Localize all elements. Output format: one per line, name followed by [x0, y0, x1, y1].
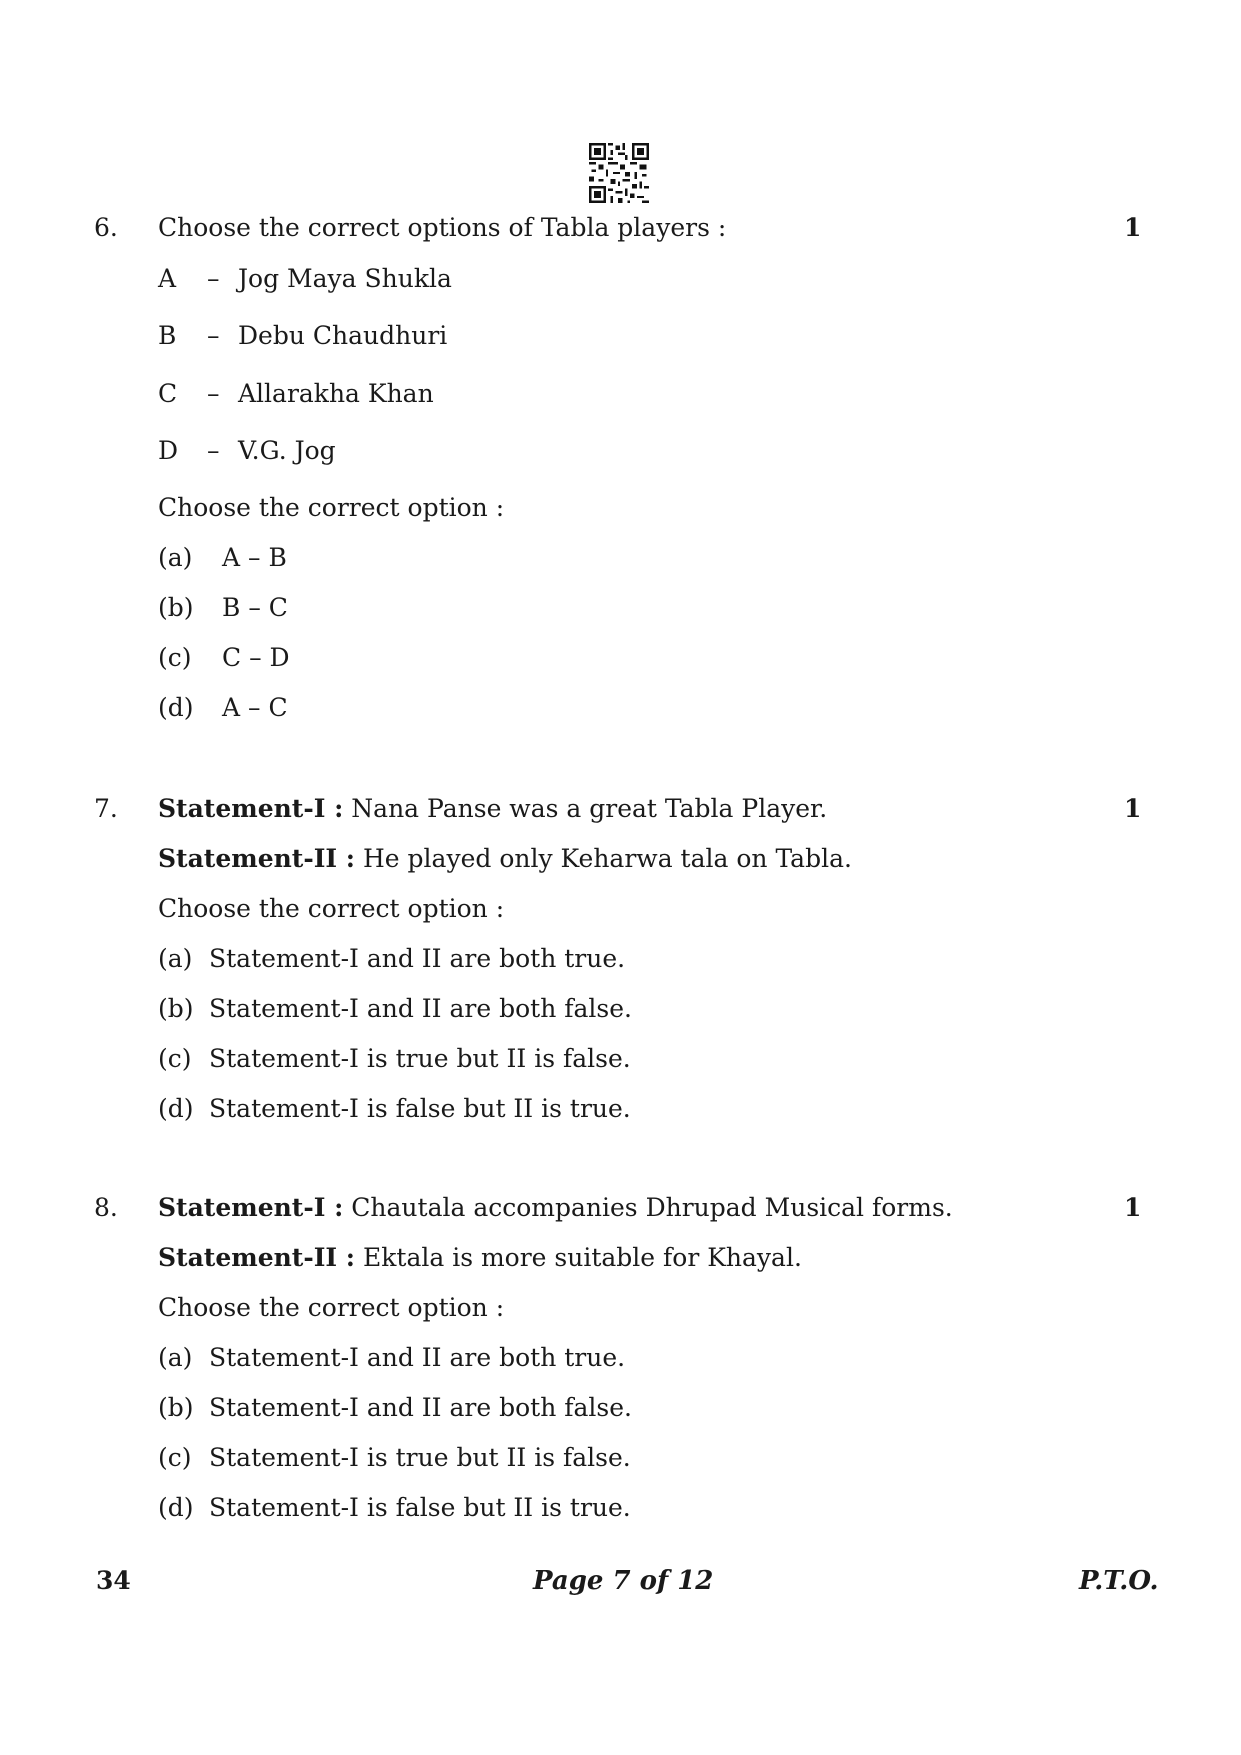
option-text: Statement-I is true but II is false.: [209, 1044, 631, 1073]
item-text: V.G. Jog: [238, 436, 336, 465]
statement-2-label: Statement-II :: [158, 844, 356, 873]
statement-2-text: He played only Keharwa tala on Tabla.: [363, 844, 852, 873]
marks: 1: [1124, 213, 1142, 242]
qr-code-icon: [589, 143, 649, 203]
statement-1: [158, 796, 827, 821]
option-text: A – B: [222, 543, 287, 572]
prompt-text: Choose the correct option :: [158, 1293, 505, 1322]
option-label: (d): [158, 1493, 194, 1522]
option-label: (d): [158, 1094, 194, 1123]
option-text: Statement-I is false but II is true.: [209, 1094, 631, 1123]
statement-2: [158, 1245, 802, 1270]
item-dash: –: [207, 321, 220, 350]
prompt-text: Choose the correct option :: [158, 894, 505, 923]
question-number: 8.: [94, 1193, 118, 1222]
option-label: (c): [158, 1443, 192, 1472]
pto-text: P.T.O.: [1079, 1566, 1159, 1596]
item-letter: D: [158, 436, 179, 465]
question-text: Choose the correct options of Tabla players :: [158, 213, 727, 242]
option-text: A – C: [222, 693, 288, 722]
item-letter: A: [158, 264, 177, 293]
option-text: C – D: [222, 643, 290, 672]
item-dash: –: [207, 379, 220, 408]
option-text: Statement-I and II are both false.: [209, 994, 632, 1023]
statement-2: [158, 846, 852, 871]
statement-1-label: Statement-I :: [158, 1193, 344, 1222]
option-text: Statement-I is false but II is true.: [209, 1493, 631, 1522]
item-dash: –: [207, 436, 220, 465]
option-label: (a): [158, 944, 193, 973]
option-label: (c): [158, 643, 192, 672]
option-label: (a): [158, 1343, 193, 1372]
statement-1-text: Chautala accompanies Dhrupad Musical forms.: [351, 1193, 953, 1222]
statement-1-text: Nana Panse was a great Tabla Player.: [351, 794, 828, 823]
page-number: Page 7 of 12: [533, 1566, 714, 1596]
option-label: (b): [158, 1393, 194, 1422]
item-text: Jog Maya Shukla: [238, 264, 452, 293]
option-label: (d): [158, 693, 194, 722]
option-label: (b): [158, 593, 194, 622]
statement-2-text: Ektala is more suitable for Khayal.: [363, 1243, 802, 1272]
option-text: Statement-I and II are both true.: [209, 944, 626, 973]
item-dash: –: [207, 264, 220, 293]
option-label: (b): [158, 994, 194, 1023]
option-text: Statement-I and II are both false.: [209, 1393, 632, 1422]
statement-1-label: Statement-I :: [158, 794, 344, 823]
item-text: Allarakha Khan: [238, 379, 434, 408]
question-number: 7.: [94, 794, 118, 823]
item-letter: B: [158, 321, 177, 350]
option-text: Statement-I and II are both true.: [209, 1343, 626, 1372]
option-text: Statement-I is true but II is false.: [209, 1443, 631, 1472]
question-number: 6.: [94, 213, 118, 242]
marks: 1: [1124, 794, 1142, 823]
prompt-text: Choose the correct option :: [158, 493, 505, 522]
item-text: Debu Chaudhuri: [238, 321, 448, 350]
option-label: (a): [158, 543, 193, 572]
option-text: B – C: [222, 593, 288, 622]
statement-1: [158, 1195, 953, 1220]
marks: 1: [1124, 1193, 1142, 1222]
option-label: (c): [158, 1044, 192, 1073]
paper-code: 34: [96, 1566, 131, 1595]
item-letter: C: [158, 379, 178, 408]
statement-2-label: Statement-II :: [158, 1243, 356, 1272]
